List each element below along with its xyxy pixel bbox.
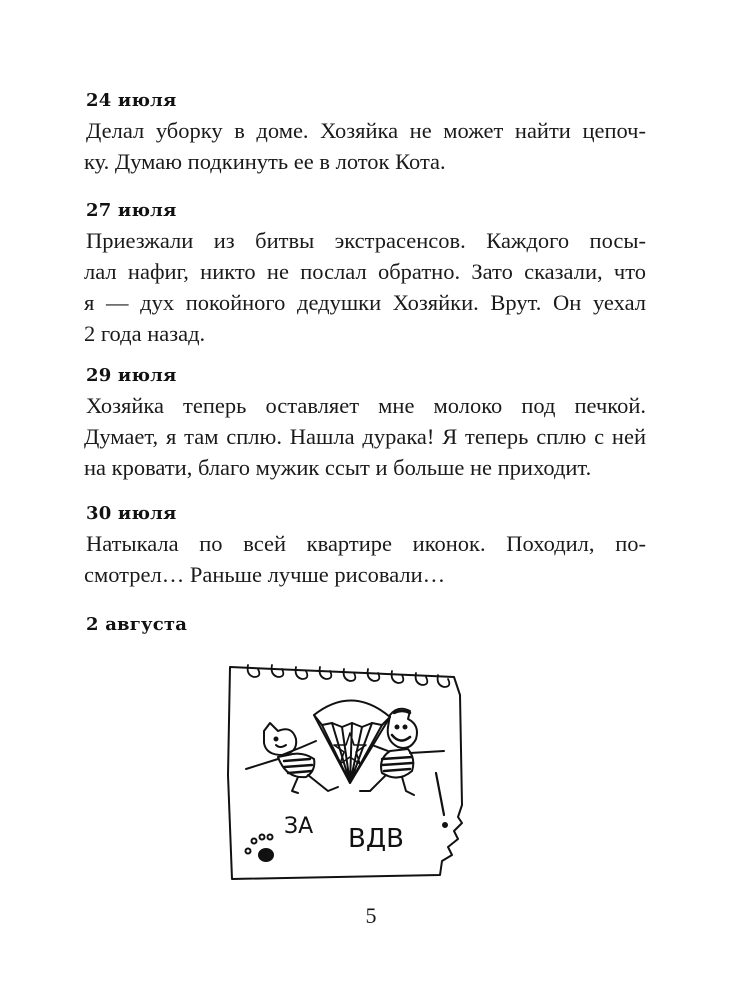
entry-date: 24 июля bbox=[86, 90, 177, 111]
text-line: Делал уборку в доме. Хозяйка не может найти цепоч- bbox=[86, 118, 646, 143]
page-number: 5 bbox=[365, 903, 377, 928]
entry-date: 29 июля bbox=[86, 365, 177, 386]
notepad-sketch-illustration bbox=[222, 655, 472, 887]
text-line: я — дух покойного дедушки Хозяйки. Врут. Он уехал bbox=[84, 290, 646, 315]
entry-text bbox=[86, 115, 646, 177]
entry-text bbox=[86, 528, 646, 590]
entry-date: 27 июля bbox=[86, 200, 177, 221]
text-line: ку. Думаю подкинуть ее в лоток Кота. bbox=[84, 149, 446, 174]
text-line: Приезжали из битвы экстрасенсов. Каждого посы- bbox=[86, 228, 646, 253]
text-line: 2 года назад. bbox=[84, 321, 206, 346]
text-line: смотрел… Раньше лучше рисовали… bbox=[84, 562, 446, 587]
caption-vdv: ВДВ bbox=[348, 824, 404, 854]
entry-text bbox=[86, 390, 646, 483]
diary-entry-2-august bbox=[86, 613, 646, 639]
text-line: на кровати, благо мужик ссыт и больше не приходит. bbox=[84, 455, 592, 480]
text-line: Натыкала по всей квартире иконок. Походил, по- bbox=[86, 531, 646, 556]
text-line: Хозяйка теперь оставляет мне молоко под печкой. bbox=[86, 393, 646, 418]
text-line: Думает, я там сплю. Нашла дурака! Я теперь сплю с ней bbox=[84, 424, 646, 449]
diary-entry-24-july bbox=[86, 89, 646, 177]
caption-za: ЗА bbox=[284, 814, 314, 839]
entry-text bbox=[86, 225, 646, 349]
text-line: лал нафиг, никто не послал обратно. Зато сказали, что bbox=[84, 259, 646, 284]
diary-entry-27-july bbox=[86, 199, 646, 349]
diary-entry-29-july bbox=[86, 364, 646, 483]
diary-entry-30-july bbox=[86, 502, 646, 590]
entry-date: 2 августа bbox=[86, 614, 188, 635]
entry-date: 30 июля bbox=[86, 503, 177, 524]
